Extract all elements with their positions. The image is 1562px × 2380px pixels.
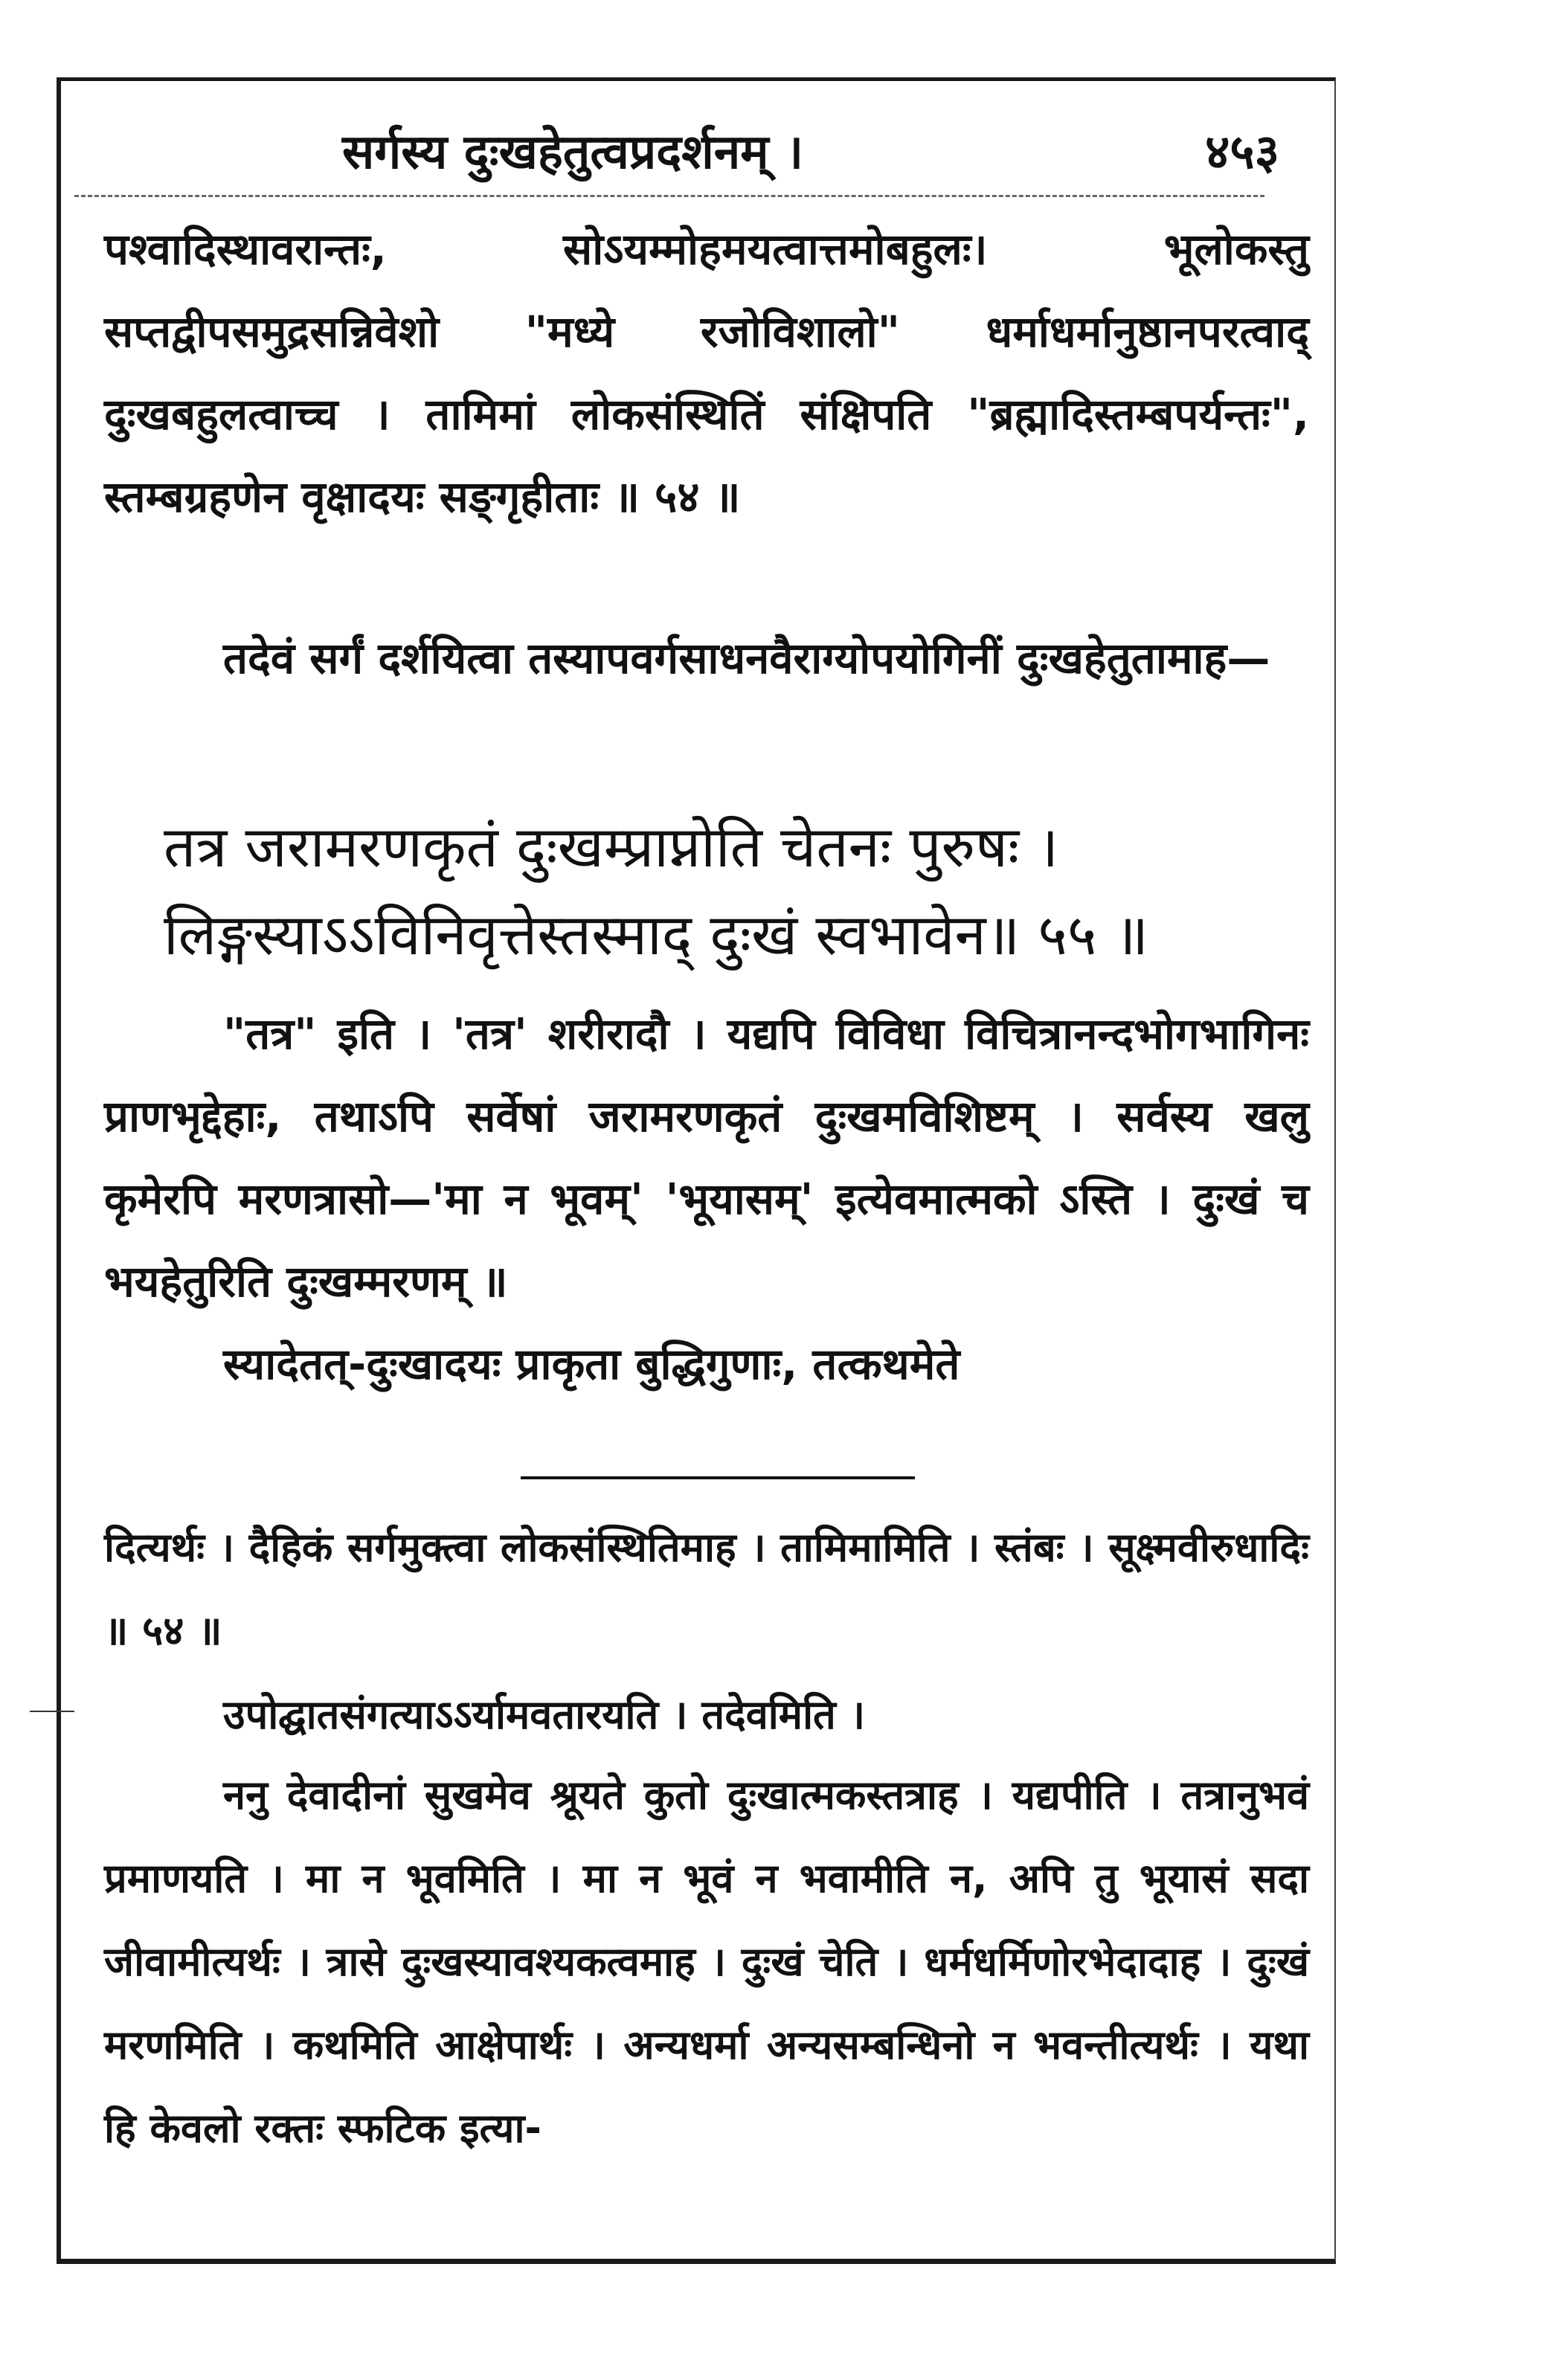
subcommentary-text: दित्यर्थः । दैहिकं सर्गमुक्त्वा लोकसंस्थितिमाह । तामिमामिति । स्तंबः । सूक्ष्मवीरुधादिः ॥ ५४ ॥: [104, 1524, 1309, 1654]
subcommentary-text: उपोद्घातसंगत्याऽऽर्यामवतारयति । तदेवमिति ।: [223, 1691, 866, 1738]
commentary-text: तदेवं सर्गं दर्शयित्वा तस्यापवर्गसाधनवैराग्योपयोगिनीं दुःखहेतुतामाह—: [223, 633, 1270, 684]
commentary-paragraph-3: [104, 993, 1309, 1406]
verse-line-2: लिङ्गस्याऽऽविनिवृत्तेस्तस्माद् दुःखं स्वभावेन॥ ५५ ॥: [164, 901, 1149, 968]
verse-line-1: तत्र जरामरणकृतं दुःखम्प्राप्नोति चेतनः पुरुषः ।: [164, 814, 1059, 880]
commentary-paragraph-1: [104, 208, 1309, 538]
commentary-paragraph-2: [104, 617, 1309, 700]
margin-mark: [30, 1711, 74, 1712]
page-number: ४५३: [1205, 125, 1279, 180]
commentary-text: "तत्र" इति । 'तत्र' शरीरादौ । यद्यपि विविधा विचित्रानन्दभोगभागिनः प्राणभृद्देहाः, तथाऽपि सर्वेषां जरामरणकृतं दुःखमविशिष्टम् । सर्वस्य खलु कृमेरपि मरणत्रासो—'मा न भूवम्' 'भूयासम्' इत्येवमात्मको ऽस्ति । दुःखं च भयहेतुरिति दुःखम्मरणम् ॥: [104, 1009, 1309, 1307]
running-title: सर्गस्य दुःखहेतुत्वप्रदर्शनम् ।: [342, 125, 804, 180]
commentary-text: स्यादेतत्-दुःखादयः प्राकृता बुद्धिगुणाः, तत्कथमेते: [223, 1339, 960, 1389]
commentary-text: पश्वादिस्थावरान्तः, सोऽयम्मोहमयत्वात्तमोबहुलः। भूलोकस्तु सप्तद्वीपसमुद्रसन्निवेशो "मध्ये रजोविशालो" धर्माधर्मानुष्ठानपरत्वाद् दुःखबहुलत्वाच्च । तामिमां लोकसंस्थितिं संक्षिपति "ब्रह्मादिस्तम्बपर्यन्तः", स्तम्बग्रहणेन वृक्षादयः सङ्गृहीताः ॥ ५४ ॥: [104, 224, 1309, 522]
subcommentary-paragraph-3: [104, 1754, 1309, 2170]
subcommentary-paragraph-2: [104, 1673, 1309, 1757]
footnote-divider: [521, 1476, 915, 1479]
header-rule: [74, 195, 1264, 197]
karika-verse: [164, 803, 1324, 979]
subcommentary-text: ननु देवादीनां सुखमेव श्रूयते कुतो दुःखात्मकस्तत्राह । यद्यपीति । तत्रानुभवं प्रमाणयति । मा न भूवमिति । मा न भूवं न भवामीति न, अपि तु भूयासं सदा जीवामीत्यर्थः । त्रासे दुःखस्यावश्यकत्वमाह । दुःखं चेति । धर्मधर्मिणोरभेदादाह । दुःखं मरणमिति । कथमिति आक्षेपार्थः । अन्यधर्मा अन्यसम्बन्धिनो न भवन्तीत्यर्थः । यथा हि केवलो रक्तः स्फटिक इत्या-: [104, 1772, 1309, 2152]
subcommentary-paragraph-1: [104, 1506, 1309, 1673]
page-header: [60, 112, 1279, 186]
